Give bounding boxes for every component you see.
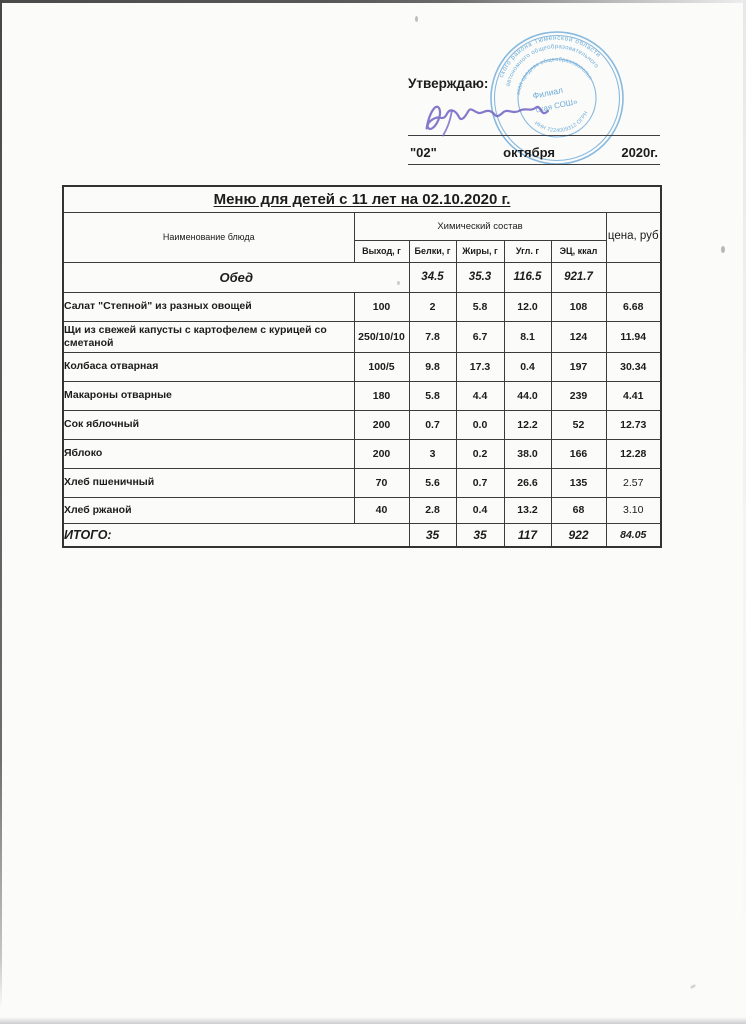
- dish-out-cell: 200: [354, 410, 409, 439]
- dish-protein-cell: 5.8: [409, 381, 456, 410]
- dish-price-cell: 2.57: [606, 468, 661, 497]
- dish-energy-cell: 166: [551, 439, 606, 468]
- scan-speck: [721, 246, 725, 253]
- dish-protein-cell: 5.6: [409, 468, 456, 497]
- total-carbs: 117: [504, 523, 551, 547]
- dish-energy-cell: 108: [551, 292, 606, 321]
- table-row: [63, 352, 661, 381]
- dish-carbs-cell: 12.0: [504, 292, 551, 321]
- stamp-ring-inner-text: ская средняя общеобразовательн: [515, 56, 594, 96]
- approve-label: Утверждаю:: [408, 76, 489, 91]
- dish-price-cell: 3.10: [606, 497, 661, 523]
- dish-carbs-cell: 26.6: [504, 468, 551, 497]
- scan-speck: [690, 984, 697, 990]
- dish-name-cell: Яблоко: [63, 439, 354, 468]
- dish-carbs-cell: 12.2: [504, 410, 551, 439]
- dish-energy-cell: 68: [551, 497, 606, 523]
- total-price: 84.05: [606, 523, 661, 547]
- dish-name-cell: Хлеб пшеничный: [63, 468, 354, 497]
- dish-fat-cell: 0.0: [456, 410, 504, 439]
- column-header-carbs: Угл. г: [504, 240, 551, 262]
- section-price: [606, 262, 661, 292]
- dish-fat-cell: 0.7: [456, 468, 504, 497]
- column-header-energy: ЭЦ, ккал: [551, 240, 606, 262]
- dish-fat-cell: 17.3: [456, 352, 504, 381]
- dish-price-cell: 12.28: [606, 439, 661, 468]
- dish-carbs-cell: 0.4: [504, 352, 551, 381]
- table-row: [63, 439, 661, 468]
- dish-energy-cell: 52: [551, 410, 606, 439]
- dish-energy-cell: 124: [551, 321, 606, 352]
- column-header-fat: Жиры, г: [456, 240, 504, 262]
- date-day: "02": [410, 145, 437, 160]
- dish-out-cell: 100: [354, 292, 409, 321]
- dish-price-cell: 11.94: [606, 321, 661, 352]
- dish-fat-cell: 0.2: [456, 439, 504, 468]
- dish-protein-cell: 0.7: [409, 410, 456, 439]
- menu-table-container: [62, 185, 662, 548]
- dish-fat-cell: 6.7: [456, 321, 504, 352]
- dish-out-cell: 180: [354, 381, 409, 410]
- table-header-row-1: [63, 212, 661, 240]
- stamp-center-line1: Филиал: [531, 84, 564, 101]
- date-year: 2020г.: [621, 145, 658, 160]
- dish-price-cell: 4.41: [606, 381, 661, 410]
- table-row: [63, 381, 661, 410]
- dish-protein-cell: 2.8: [409, 497, 456, 523]
- total-label: ИТОГО:: [63, 523, 409, 547]
- date-row: [408, 136, 660, 164]
- stamp-ring-bottom-text: ИНН 7224009312 ОГРН: [533, 110, 590, 135]
- scan-edge-bottom: [0, 1017, 746, 1024]
- approval-section: [408, 76, 660, 165]
- dish-name-cell: Макароны отварные: [63, 381, 354, 410]
- scan-edge-left: [0, 0, 2, 1008]
- dish-out-cell: 250/10/10: [354, 321, 409, 352]
- column-header-out: Выход, г: [354, 240, 409, 262]
- dish-out-cell: 200: [354, 439, 409, 468]
- section-energy: 921.7: [551, 262, 606, 292]
- dish-name-cell: Щи из свежей капусты с картофелем с курицей со сметаной: [63, 321, 354, 352]
- dish-protein-cell: 7.8: [409, 321, 456, 352]
- total-row: [63, 523, 661, 547]
- dish-carbs-cell: 38.0: [504, 439, 551, 468]
- dish-fat-cell: 5.8: [456, 292, 504, 321]
- total-protein: 35: [409, 523, 456, 547]
- column-header-price: цена, руб: [606, 212, 661, 262]
- dish-name-cell: Хлеб ржаной: [63, 497, 354, 523]
- dish-energy-cell: 197: [551, 352, 606, 381]
- total-energy: 922: [551, 523, 606, 547]
- table-row: [63, 497, 661, 523]
- dish-carbs-cell: 8.1: [504, 321, 551, 352]
- stamp-ring-outer-text: ского района Тюменской области: [497, 34, 603, 79]
- dish-out-cell: 100/5: [354, 352, 409, 381]
- table-row: [63, 292, 661, 321]
- dish-fat-cell: 4.4: [456, 381, 504, 410]
- section-label: Обед: [63, 262, 409, 292]
- stamp-center-line2: ская СОШ»: [534, 96, 579, 115]
- dish-name-cell: Колбаса отварная: [63, 352, 354, 381]
- dish-protein-cell: 3: [409, 439, 456, 468]
- table-title: Меню для детей с 11 лет на 02.10.2020 г.: [63, 186, 661, 212]
- dish-energy-cell: 135: [551, 468, 606, 497]
- dish-out-cell: 70: [354, 468, 409, 497]
- dish-energy-cell: 239: [551, 381, 606, 410]
- menu-table: [62, 185, 662, 548]
- table-row: [63, 468, 661, 497]
- dish-out-cell: 40: [354, 497, 409, 523]
- table-row: [63, 321, 661, 352]
- dish-price-cell: 6.68: [606, 292, 661, 321]
- date-line: [408, 164, 660, 165]
- column-header-dish-name: Наименование блюда: [63, 212, 354, 262]
- dish-name-cell: Сок яблочный: [63, 410, 354, 439]
- total-fat: 35: [456, 523, 504, 547]
- scan-edge-top: [0, 0, 746, 3]
- dish-name-cell: Салат "Степной" из разных овощей: [63, 292, 354, 321]
- section-row-lunch: [63, 262, 661, 292]
- dish-price-cell: 30.34: [606, 352, 661, 381]
- table-row: [63, 410, 661, 439]
- section-carbs: 116.5: [504, 262, 551, 292]
- table-title-row: [63, 186, 661, 212]
- dish-fat-cell: 0.4: [456, 497, 504, 523]
- dish-carbs-cell: 44.0: [504, 381, 551, 410]
- section-protein: 34.5: [409, 262, 456, 292]
- dish-carbs-cell: 13.2: [504, 497, 551, 523]
- column-header-group-chemical: Химический состав: [354, 212, 606, 240]
- scan-speck: [415, 16, 418, 22]
- dish-protein-cell: 9.8: [409, 352, 456, 381]
- stamp-ring-middle-text: автономного общеобразовательного: [505, 44, 600, 88]
- section-fat: 35.3: [456, 262, 504, 292]
- column-header-protein: Белки, г: [409, 240, 456, 262]
- signature-zone: [408, 91, 660, 135]
- dish-price-cell: 12.73: [606, 410, 661, 439]
- dish-protein-cell: 2: [409, 292, 456, 321]
- date-month: октября: [503, 145, 555, 160]
- handwritten-signature: [422, 93, 562, 137]
